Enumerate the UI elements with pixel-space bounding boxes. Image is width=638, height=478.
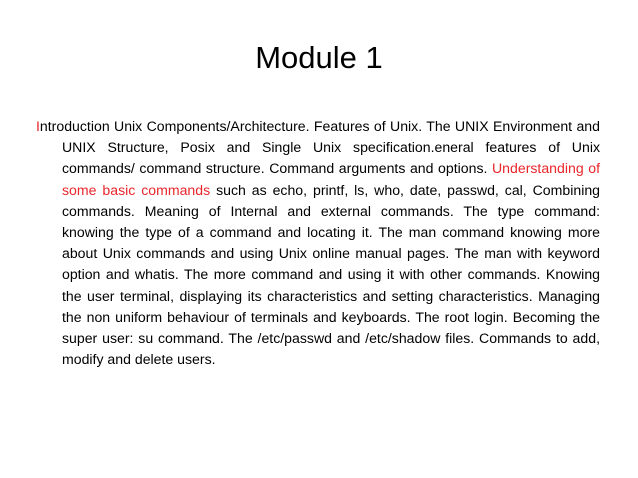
paragraph-highlight-text: Understanding of some basic commands xyxy=(62,160,601,198)
first-letter-highlight: I xyxy=(36,118,40,134)
paragraph-text-part-2: such as echo, printf, ls, who, date, passwd, cal, Combining commands. Meaning of Internal and external commands. The type command: knowing the type of a command and locating it. The man command knowing more about Unix commands and using Unix online manual pages. The man with keyword option and whatis. The more command and using it with other commands. Knowing the user terminal, displaying its characteristics and setting characteristics. Managing the non uniform behaviour of terminals and keyboards. The root login. Becoming the super user: su command. The /etc/passwd and /etc/shadow files. Commands to add, modify and delete users. xyxy=(62,181,601,368)
slide-title: Module 1 xyxy=(255,40,383,75)
slide-body-paragraph xyxy=(36,116,600,370)
paragraph-text-part-1: ntroduction Unix Components/Architecture. Features of Unix. The UNIX Environment and UNIX Structure, Posix and Single Unix specification.eneral features of Unix commands/ command structure. Command arguments and options. xyxy=(39,118,600,177)
